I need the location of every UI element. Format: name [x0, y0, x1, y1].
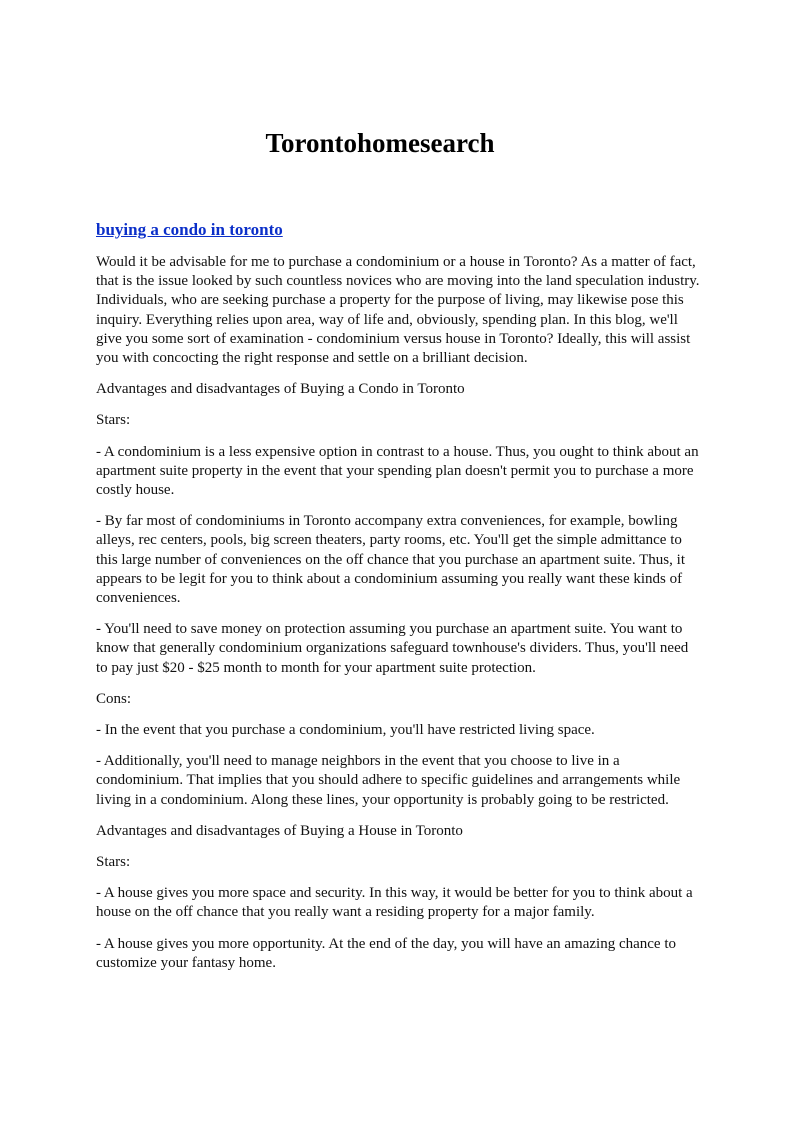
- article-body: [96, 219, 702, 985]
- house-pros-label: Stars:: [96, 854, 131, 871]
- house-section-heading: Advantages and disadvantages of Buying a House in Toronto: [96, 822, 463, 839]
- site-title: Torontohomesearch: [265, 128, 495, 158]
- condo-section-heading: Advantages and disadvantages of Buying a Condo in Toronto: [96, 381, 465, 398]
- post-title-link[interactable]: buying a condo in toronto: [96, 220, 283, 239]
- house-pro-item: - A house gives you more opportunity. At the end of the day, you will have an amazing chance to customize your fantasy home.: [96, 935, 676, 971]
- intro-paragraph: Would it be advisable for me to purchase a condominium or a house in Toronto? As a matter of fact, that is the issue looked by such countless novices who are moving into the land speculation industry. Individuals, who are seeking purchase a property for the purpose of living, may likewise pose this inquiry. Everything relies upon area, way of life and, obviously, spending plan. In this blog, we'll give you some sort of examination - condominium versus house in Toronto? Ideally, this will assist you with concocting the right response and settle on a brilliant decision.: [96, 254, 700, 367]
- condo-con-item: - In the event that you purchase a condominium, you'll have restricted living space.: [96, 722, 595, 739]
- condo-pros-label: Stars:: [96, 412, 131, 429]
- house-pro-item: - A house gives you more space and security. In this way, it would be better for you to think about a house on the off chance that you really want a residing property for a major family.: [96, 885, 693, 921]
- condo-pro-item: - By far most of condominiums in Toronto accompany extra conveniences, for example, bowling alleys, rec centers, pools, big screen theaters, party rooms, etc. You'll get the simple admittance to this large number of conveniences on the off chance that you purchase an apartment suite. Thus, it appears to be legit for you to think about a condominium assuming you really want these kinds of conveniences.: [96, 513, 685, 607]
- condo-pro-item: - You'll need to save money on protection assuming you purchase an apartment suite. You want to know that generally condominium organizations safeguard townhouse's dividers. Thus, you'll need to pay just $20 - $25 month to month for your apartment suite protection.: [96, 621, 689, 676]
- condo-cons-label: Cons:: [96, 690, 132, 707]
- condo-pro-item: - A condominium is a less expensive option in contrast to a house. Thus, you ought to think about an apartment suite property in the event that your spending plan doesn't permit you to purchase a more costly house.: [96, 443, 699, 499]
- condo-con-item: - Additionally, you'll need to manage neighbors in the event that you choose to live in a condominium. That implies that you should adhere to specific guidelines and arrangements while living in a condominium. Along these lines, your opportunity is probably going to be restricted.: [96, 753, 681, 808]
